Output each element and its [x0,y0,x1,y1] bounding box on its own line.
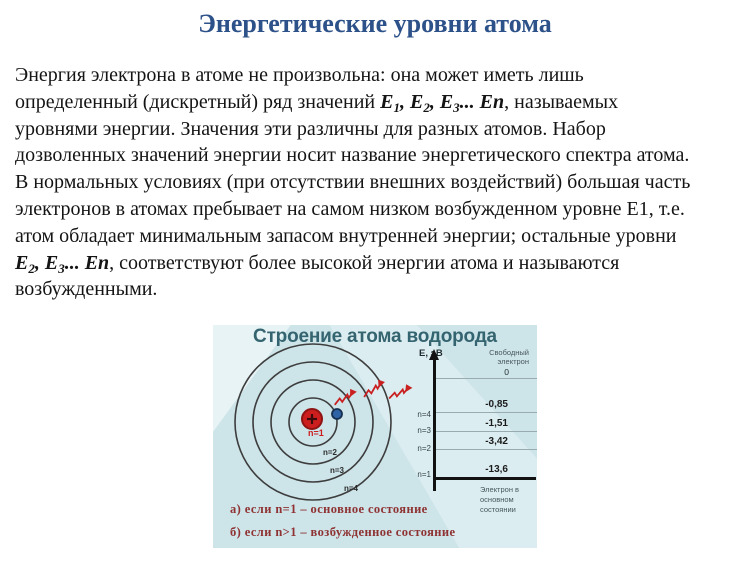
electron-icon [332,409,342,419]
caption-ground-state: а) если n=1 – основное состояние [230,502,428,516]
photon-icon [335,387,357,408]
photon-icon [389,381,413,403]
zero-energy-label: 0 [504,367,509,377]
body-line: атом обладает минимальным запасом внутренней энергии; остальные уровни [15,224,677,247]
caption-excited-state: б) если n>1 – возбужденное состояние [230,525,456,539]
figure-title: Строение атома водорода [253,326,497,347]
orbit-label-n4: n=4 [344,484,359,493]
page-title: Энергетические уровни атома [198,9,552,38]
body-line: $Е_2$, $Е_3$... Еn, соответствуют более высокой энергии атома и называются [15,251,620,276]
body-line: В нормальных условиях (при отсутствии внешних воздействий) большая часть [15,171,691,194]
level-line-n1-ground [436,477,536,480]
level-n-label: n=1 [417,470,431,479]
free-electron-note: Свободный электрон [489,348,529,366]
level-value: -3,42 [485,436,508,447]
orbit-label-n1: n=1 [308,428,324,438]
level-n-label: n=3 [417,426,431,435]
ground-state-note: Электрон в основном состоянии [480,485,520,514]
level-line-n4 [436,412,537,413]
energy-axis-label: E, эВ [419,348,443,359]
body-line: возбужденными. [15,278,158,301]
level-value: -13,6 [485,464,508,475]
level-value: -0,85 [485,399,508,410]
level-line-n3 [436,431,537,432]
level-line-n2 [436,449,537,450]
body-line: определенный (дискретный) ряд значений $E_1$, $E_2$, $E_3$... En, называемых [15,90,619,115]
level-value: -1,51 [485,418,508,429]
hydrogen-atom-figure [213,325,537,548]
body-line: электронов в атомах пребывает на самом низком возбужденном уровне Е1, т.е. [15,197,685,220]
orbit-label-n2: n=2 [323,448,338,457]
body-line: уровнями энергии. Значения эти различны для разных атомов. Набор [15,117,606,140]
body-line: дозволенных значений энергии носит название энергетического спектра атома. [15,144,690,167]
level-line-zero [436,378,537,379]
body-text [15,64,745,305]
level-n-label: n=2 [417,444,431,453]
body-line: Энергия электрона в атоме не произвольна: она может иметь лишь [15,64,584,86]
orbit-label-n3: n=3 [330,466,345,475]
level-n-label: n=4 [417,410,431,419]
nucleus-icon [302,409,322,429]
